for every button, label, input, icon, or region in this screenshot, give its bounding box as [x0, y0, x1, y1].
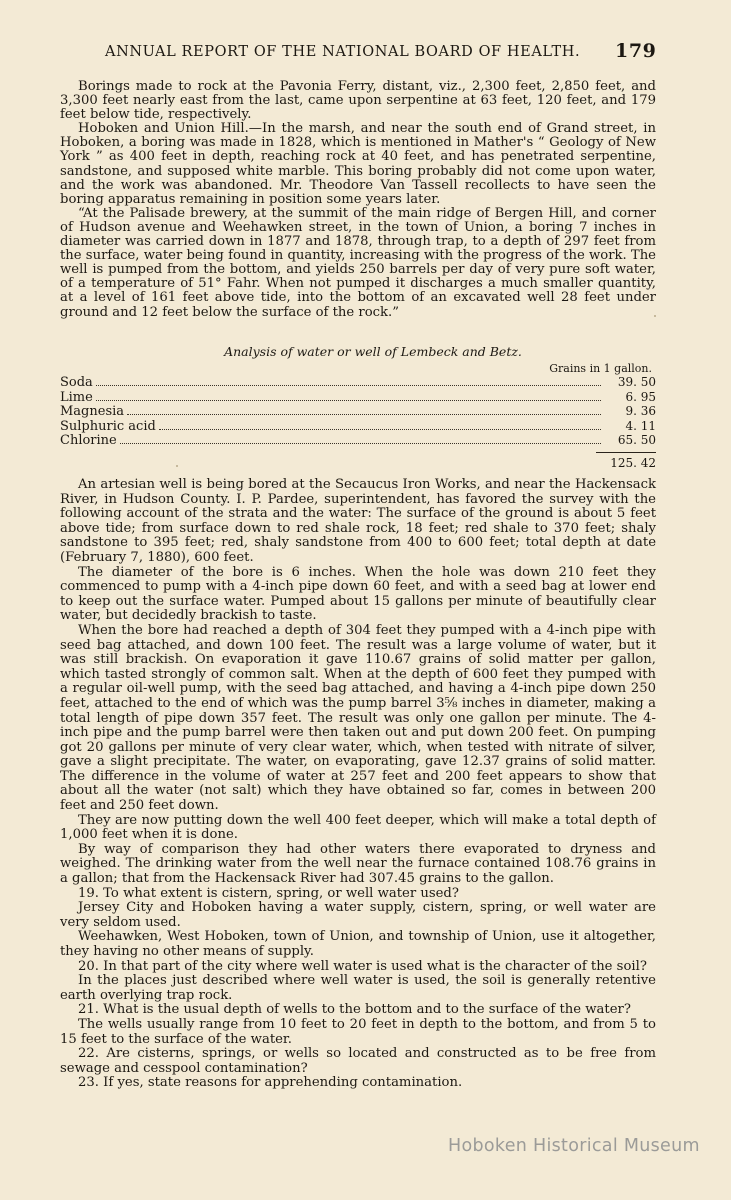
row-label: Sulphuric acid	[60, 418, 156, 434]
row-value: 6. 95	[625, 389, 656, 404]
paragraph: The diameter of the bore is 6 inches. When the hole was down 210 feet they commenced to pump with a 4-inch pipe down 60 feet, and with a seed bag at lower end to keep out the surface water. Pumped about 15 gallons per minute of beautifully clear water, but decidedly brackish to taste.	[60, 564, 656, 624]
paragraph: Borings made to rock at the Pavonia Ferry, distant, viz., 2,300 feet, 2,850 feet, and 3,300 feet nearly east from the last, came upon serpentine at 63 feet, 120 feet, and 179 feet below tide, respectively.	[60, 79, 656, 123]
row-label: Chlorine	[60, 433, 117, 448]
paragraph: In the places just described where well water is used, the soil is generally retentive earth overlying trap rock.	[60, 973, 656, 1003]
question: 21. What is the usual depth of wells to the bottom and to the surface of the water?	[78, 1002, 631, 1018]
paper-speck	[176, 465, 178, 467]
paper-speck	[654, 315, 656, 317]
paragraph: They are now putting down the well 400 feet deeper, which will make a total depth of 1,000 feet when it is done.	[60, 812, 656, 843]
paragraph: “At the Palisade brewery, at the summit of the main ridge of Bergen Hill, and corner of Hudson avenue and Weehawken street, in the town of Union, a boring 7 inches in diameter was carried down in 1877 and 1878, through trap, to a depth of 297 feet from the surface, water being found in quantity, increasing with the progress of the work. The well is pumped from the bottom, and yields 250 barrels per day of very pure soft water, of a temperature of 51° Fahr. When not pumped it discharges a much smaller quantity, at a level of 161 feet above tide, into the bottom of an excavated well 28 feet under ground and 12 feet below the surface of the rock.”	[60, 205, 656, 320]
analysis-table	[60, 344, 656, 470]
row-label: Soda	[60, 375, 93, 390]
leader-dots	[120, 443, 601, 444]
table-row	[60, 419, 656, 434]
paragraph: When the bore had reached a depth of 304 feet they pumped with a 4-inch pipe with seed bag attached, and down 100 feet. The result was a large volume of water, but it was still brackish. On evaporation it gave 110.67 grains of solid matter per gallon, which tasted strongly of common salt. When at the depth of 600 feet they pumped with a regular oil-well pump, with the seed bag attached, and having a 4-inch pipe down 250 feet, attached to the end of which was the pump barrel 3⅝ inches in diameter, making a total length of pipe down 357 feet. The result was only one gallon per minute. The 4-inch pipe and the pump barrel were then taken out and put down 200 feet. On pumping got 20 gallons per minute of very clear water, which, when tested with nitrate of silver, gave a slight precipitate. The water, on evaporating, gave 12.37 grains of solid matter. The difference in the volume of water at 257 feet and 200 feet appears to show that about all the water (not salt) which they have obtained so far, comes in between 200 feet and 250 feet down.	[60, 622, 656, 814]
question: 22. Are cisterns, springs, or wells so located and constructed as to be free from sewage and cesspool contamination?	[60, 1046, 656, 1076]
leader-dots	[96, 400, 601, 401]
sum-rule	[596, 452, 656, 453]
analysis-title: Analysis of water or well of Lembeck and Betz.	[224, 344, 522, 359]
table-row	[60, 390, 656, 405]
paragraph: Weehawken, West Hoboken, town of Union, and township of Union, use it altogether, they having no other means of supply.	[60, 929, 656, 959]
table-row	[60, 404, 656, 419]
row-label: Lime	[60, 389, 93, 405]
question: 19. To what extent is cistern, spring, or well water used?	[78, 885, 459, 901]
row-value: 65. 50	[617, 433, 656, 447]
leader-dots	[96, 385, 601, 386]
leader-dots	[159, 429, 601, 430]
paragraph: Jersey City and Hoboken having a water supply, cistern, spring, or well water are very seldom used.	[60, 900, 656, 930]
bottom-text-block	[60, 478, 656, 1091]
paragraph: By way of comparison they had other waters there evaporated to dryness and weighed. The drinking water from the well near the furnace contained 108.76 grains in a gallon; that from the Hackensack River had 307.45 grains to the gallon.	[60, 841, 656, 887]
row-label: Magnesia	[60, 404, 125, 419]
row-value: 4. 11	[625, 418, 656, 433]
page-number: 179	[615, 40, 657, 62]
analysis-total: 125. 42	[610, 455, 656, 470]
museum-watermark: Hoboken Historical Museum	[448, 1136, 700, 1156]
analysis-unit-label: Grains in 1 gallon.	[549, 362, 652, 375]
question: 20. In that part of the city where well water is used what is the character of the soil?	[78, 958, 647, 974]
paragraph: The wells usually range from 10 feet to 20 feet in depth to the bottom, and from 5 to 15 feet to the surface of the water.	[60, 1016, 656, 1047]
question: 23. If yes, state reasons for apprehending contamination.	[78, 1075, 463, 1091]
paragraph: Hoboken and Union Hill.—In the marsh, and near the south end of Grand street, in Hoboken, a boring was made in 1828, which is mentioned in Mather's “ Geology of New York ” as 400 feet in depth, reaching rock at 40 feet, and has penetrated serpentine, sandstone, and supposed white marble. This boring probably did not come upon water, and the work was abandoned. Mr. Theodore Van Tassell recollects to have seen the boring apparatus remaining in position some years later.	[60, 121, 656, 207]
paragraph: An artesian well is being bored at the Secaucus Iron Works, and near the Hackensack River, in Hudson County. I. P. Pardee, superintendent, has favored the survey with the following account of the strata and the water: The surface of the ground is about 5 feet above tide; from surface down to red shale rock, 18 feet; red shale to 370 feet; shaly sandstone to 395 feet; red, shaly sandstone from 400 to 600 feet; total depth at date (February 7, 1880), 600 feet.	[60, 477, 656, 565]
table-row	[60, 375, 656, 390]
top-text-block	[60, 80, 656, 320]
header-title: ANNUAL REPORT OF THE NATIONAL BOARD OF HEALTH.	[105, 44, 581, 60]
table-row	[60, 433, 656, 448]
row-value: 39. 50	[617, 375, 656, 389]
leader-dots	[127, 414, 601, 415]
row-value: 9. 36	[625, 404, 656, 418]
